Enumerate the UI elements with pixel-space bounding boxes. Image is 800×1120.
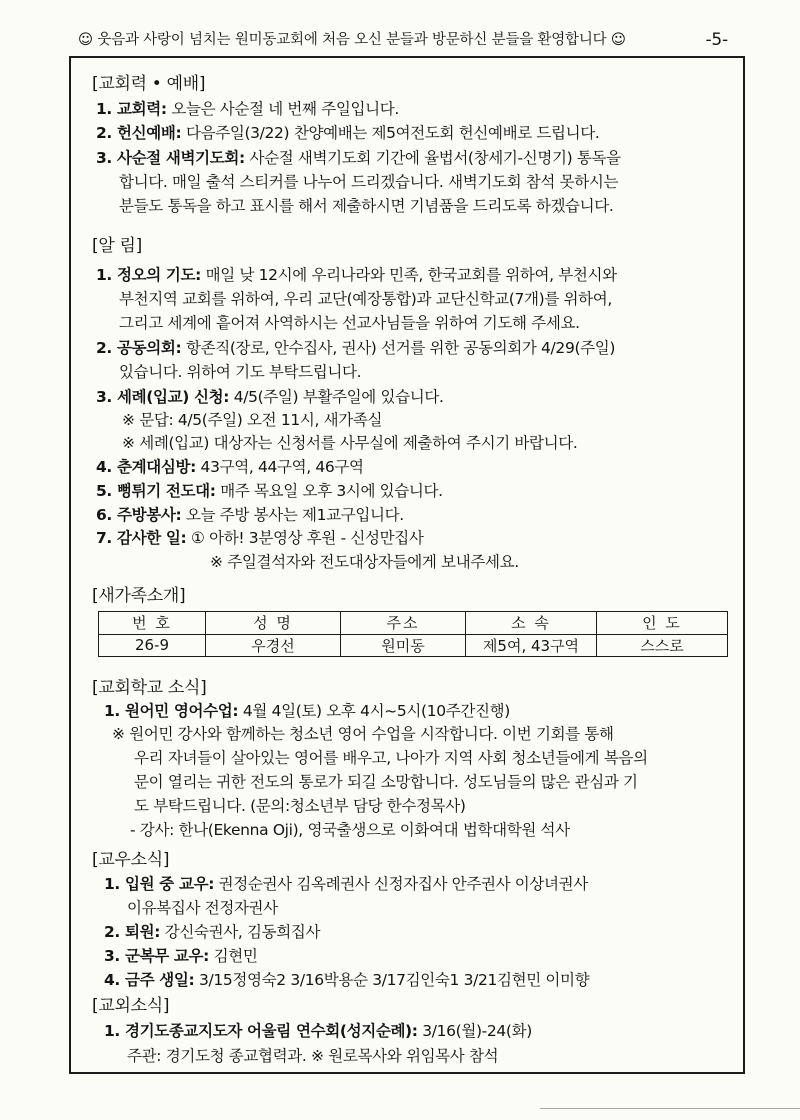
header-affiliation: 소 속 bbox=[466, 612, 597, 635]
welcome-banner: ☺ 웃음과 사랑이 넘치는 원미동교회에 처음 오신 분들과 방문하신 분들을 환영합니다 ☺ bbox=[78, 32, 626, 48]
notice-item-1: 1. 정오의 기도: 매일 낮 12시에 우리나라와 민족, 한국교회를 위하여, 부천시와 bbox=[96, 266, 617, 284]
cell-number: 26-9 bbox=[99, 634, 206, 657]
section-title-external: [교외소식] bbox=[92, 996, 170, 1016]
notice-item-2-cont-1: 있습니다. 위하여 기도 부탁드립니다. bbox=[119, 363, 362, 381]
section-title-members: [교우소식] bbox=[92, 850, 170, 870]
notice-item-1-cont-2: 그리고 세계에 흩어져 사역하시는 선교사님들을 위하여 기도해 주세요. bbox=[119, 314, 580, 332]
calendar-item-1: 1. 교회력: 오늘은 사순절 네 번째 주일입니다. bbox=[96, 100, 399, 118]
notice-item-4: 4. 춘계대심방: 43구역, 44구역, 46구역 bbox=[96, 458, 364, 476]
notice-item-7-cont-1: ※ 주일결석자와 전도대상자들에게 보내주세요. bbox=[210, 553, 519, 571]
scan-edge-line bbox=[540, 1108, 800, 1109]
notice-item-1-cont-1: 부천지역 교회를 위하여, 우리 교단(예장통합)과 교단신학교(7개)를 위하여, bbox=[119, 290, 612, 308]
cell-guide: 스스로 bbox=[597, 634, 728, 657]
cell-address: 원미동 bbox=[341, 634, 466, 657]
calendar-item-3: 3. 사순절 새벽기도회: 사순절 새벽기도회 기간에 율법서(창세기-신명기) 통독을 bbox=[96, 149, 621, 167]
school-item-1-cont-4: 도 부탁드립니다. (문의:청소년부 담당 한수정목사) bbox=[134, 797, 466, 815]
member-item-2: 2. 퇴원: 강신숙권사, 김동희집사 bbox=[104, 923, 321, 941]
new-family-table bbox=[98, 611, 728, 657]
header-name: 성 명 bbox=[206, 612, 341, 635]
notice-item-3: 3. 세례(입교) 신청: 4/5(주일) 부활주일에 있습니다. bbox=[96, 388, 444, 406]
school-item-1-cont-5: - 강사: 한나(Ekenna Oji), 영국출생으로 이화여대 법학대학원 석사 bbox=[130, 821, 570, 839]
member-item-3: 3. 군복무 교우: 김현민 bbox=[104, 947, 258, 965]
notice-item-5: 5. 뻥튀기 전도대: 매주 목요일 오후 3시에 있습니다. bbox=[96, 482, 443, 500]
section-title-calendar: [교회력 • 예배] bbox=[92, 74, 206, 94]
notice-item-6: 6. 주방봉사: 오늘 주방 봉사는 제1교구입니다. bbox=[96, 506, 404, 524]
section-title-school: [교회학교 소식] bbox=[92, 678, 207, 698]
header-guide: 인 도 bbox=[597, 612, 728, 635]
header-address: 주소 bbox=[341, 612, 466, 635]
notice-item-2: 2. 공동의회: 항존직(장로, 안수집사, 권사) 선거를 위한 공동의회가 4/29(주일) bbox=[96, 339, 616, 357]
cell-affiliation: 제5여, 43구역 bbox=[466, 634, 597, 657]
notice-item-3-cont-1: ※ 문답: 4/5(주일) 오전 11시, 새가족실 bbox=[122, 411, 383, 429]
school-item-1-cont-2: 우리 자녀들이 살아있는 영어를 배우고, 나아가 지역 사회 청소년들에게 복음의 bbox=[134, 749, 648, 767]
section-title-notices: [알 림] bbox=[92, 236, 143, 256]
page-header bbox=[78, 28, 738, 52]
member-item-1: 1. 입원 중 교우: 권정순권사 김옥례권사 신정자집사 안주권사 이상녀권사 bbox=[104, 875, 588, 893]
page-number: -5- bbox=[705, 30, 728, 50]
school-item-1-cont-1: ※ 원어민 강사와 함께하는 청소년 영어 수업을 시작합니다. 이번 기회를 통해 bbox=[112, 725, 614, 743]
table-row bbox=[99, 634, 728, 657]
calendar-item-3-cont-2: 분들도 통독을 하고 표시를 해서 제출하시면 기념품을 드리도록 하겠습니다. bbox=[119, 197, 614, 215]
school-item-1-cont-3: 문이 열리는 귀한 전도의 통로가 되길 소망합니다. 성도님들의 많은 관심과 기 bbox=[134, 773, 638, 791]
table-header-row bbox=[99, 612, 728, 635]
school-item-1: 1. 원어민 영어수업: 4월 4일(토) 오후 4시~5시(10주간진행) bbox=[104, 702, 510, 720]
external-item-1-cont-1: 주관: 경기도청 종교협력과. ※ 원로목사와 위임목사 참석 bbox=[127, 1047, 499, 1065]
cell-name: 우경선 bbox=[206, 634, 341, 657]
notice-item-7: 7. 감사한 일: ① 아하! 3분영상 후원 - 신성만집사 bbox=[96, 529, 424, 547]
header-number: 번 호 bbox=[99, 612, 206, 635]
section-title-new-family: [새가족소개] bbox=[92, 586, 186, 606]
member-item-4: 4. 금주 생일: 3/15정영숙2 3/16박용순 3/17김인숙1 3/21김현민 이미향 bbox=[104, 971, 590, 989]
notice-item-3-cont-2: ※ 세례(입교) 대상자는 신청서를 사무실에 제출하여 주시기 바랍니다. bbox=[122, 434, 578, 452]
calendar-item-3-cont-1: 합니다. 매일 출석 스티커를 나누어 드리겠습니다. 새벽기도회 참석 못하시는 bbox=[119, 173, 619, 191]
member-item-1-cont-1: 이유복집사 전정자권사 bbox=[127, 899, 278, 917]
calendar-item-2: 2. 헌신예배: 다음주일(3/22) 찬양예배는 제5여전도회 헌신예배로 드립니다. bbox=[96, 124, 600, 142]
external-item-1: 1. 경기도종교지도자 어울림 연수회(성지순례): 3/16(월)-24(화) bbox=[104, 1022, 532, 1040]
